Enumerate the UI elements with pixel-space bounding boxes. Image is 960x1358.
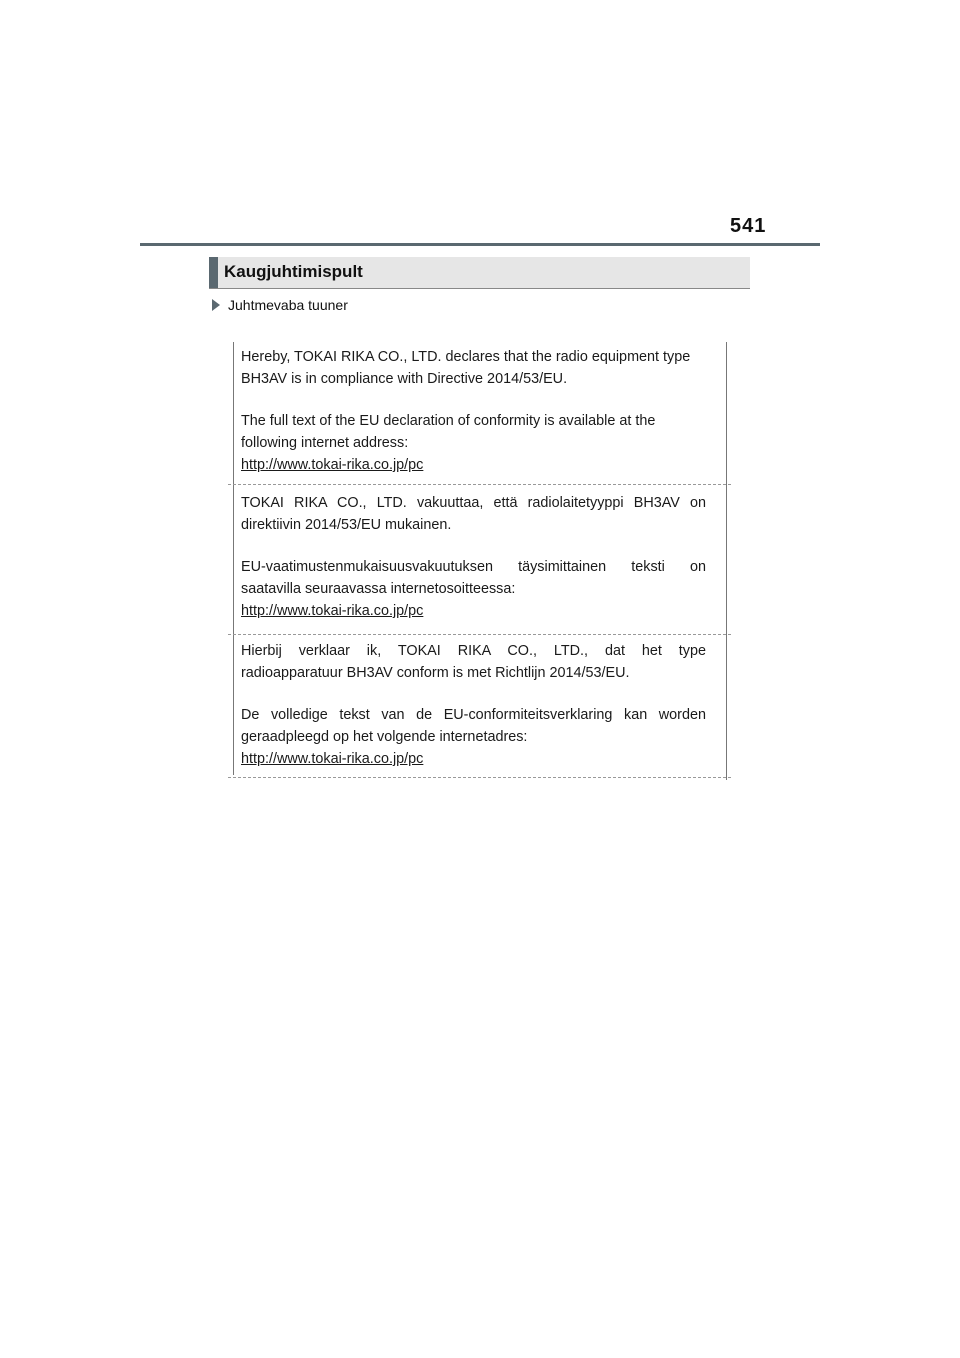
declaration-dutch [234,636,726,770]
declaration-english [234,342,726,476]
declaration-line: EU-vaatimustenmukaisuusvakuutuksen täysimittainen teksti on [241,559,706,575]
declaration-line: TOKAI RIKA CO., LTD. vakuuttaa, että radiolaitetyyppi BH3AV on [241,495,706,511]
declaration-line: Hereby, TOKAI RIKA CO., LTD. declares that the radio equipment type [241,349,691,365]
declaration-line: direktiivin 2014/53/EU mukainen. [241,517,452,533]
section-marker [209,257,218,288]
declaration-line: following internet address: [241,435,409,451]
page-number: 541 [730,215,767,237]
declaration-line: Hierbij verklaar ik, TOKAI RIKA CO., LTD., dat het type [241,643,706,659]
row-divider [228,484,731,485]
section-title: Kaugjuhtimispult [224,262,363,281]
declaration-line: The full text of the EU declaration of conformity is available at the [241,413,656,429]
declaration-link[interactable]: http://www.tokai-rika.co.jp/pc [241,603,424,619]
triangle-bullet-icon [212,299,220,311]
declaration-line: De volledige tekst van de EU-conformiteitsverklaring kan worden [241,707,706,723]
row-divider [228,634,731,635]
declaration-line: radioapparatuur BH3AV conform is met Richtlijn 2014/53/EU. [241,665,630,681]
declaration-link[interactable]: http://www.tokai-rika.co.jp/pc [241,751,424,767]
subsection-label: Juhtmevaba tuuner [228,297,348,313]
declaration-finnish [234,488,726,622]
declaration-line: geraadpleegd op het volgende internetadres: [241,729,528,745]
header-rule [140,243,820,246]
row-divider [228,777,731,778]
table-right-border [726,342,727,780]
declaration-line: BH3AV is in compliance with Directive 2014/53/EU. [241,371,568,387]
declaration-line: saatavilla seuraavassa internetosoitteessa: [241,581,516,597]
subsection-heading [212,297,348,313]
declaration-link[interactable]: http://www.tokai-rika.co.jp/pc [241,457,424,473]
section-title-bar [209,257,750,289]
declaration-table [228,342,731,780]
